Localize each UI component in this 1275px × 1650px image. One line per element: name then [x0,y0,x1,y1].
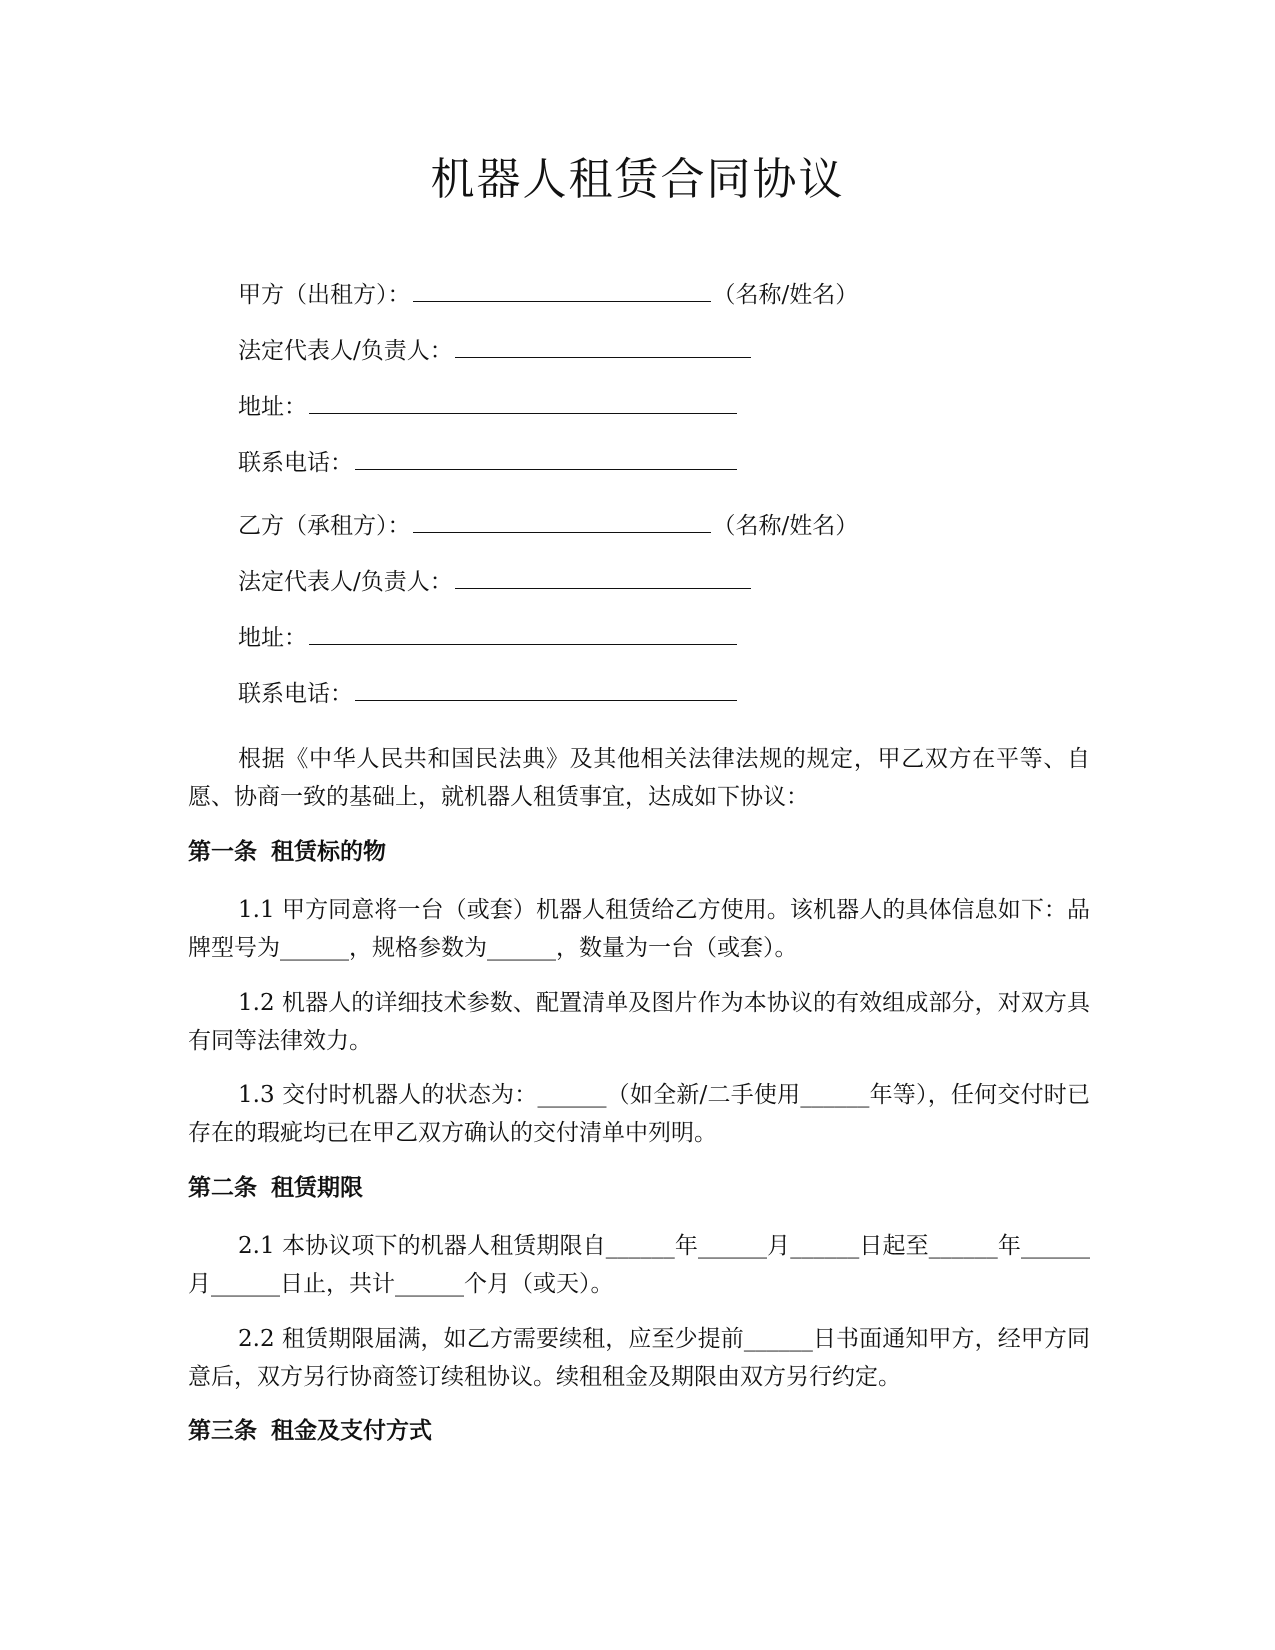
party-a-address-label: 地址： [238,394,307,420]
clause-2-2: 2.2 租赁期限届满，如乙方需要续租，应至少提前______日书面通知甲方，经甲方同意后，双方另行协商签订续租协议。续租租金及期限由双方另行约定。 [188,1326,1090,1390]
party-a-address-blank[interactable] [309,391,737,414]
article-1-title: 租赁标的物 [271,838,386,865]
clause-1-3: 1.3 交付时机器人的状态为：______（如全新/二手使用______年等），任何交付时已存在的瑕疵均已在甲乙双方确认的交付清单中列明。 [188,1082,1090,1146]
article-3-number: 第三条 [188,1417,257,1444]
party-a-name-blank[interactable] [413,279,711,302]
document-title: 机器人租赁合同协议 [430,154,845,205]
party-b-rep-blank[interactable] [455,566,751,589]
article-2-heading [188,1170,377,1206]
party-a-phone-line [238,445,739,481]
party-a-phone-blank[interactable] [355,447,737,470]
clause-2-1: 2.1 本协议项下的机器人租赁期限自______年______月______日起至______年______月______日止，共计______个月（或天）。 [188,1233,1090,1297]
article-2-number: 第二条 [188,1174,257,1201]
party-b-name-line [238,508,858,544]
party-b-phone-line [238,676,739,712]
article-3-heading [188,1413,446,1449]
article-1-heading [188,834,400,870]
party-b-rep-label: 法定代表人/负责人： [238,569,453,595]
party-a-name-label: 甲方（出租方）： [238,282,411,308]
party-b-name-blank[interactable] [413,510,711,533]
party-b-address-label: 地址： [238,625,307,651]
party-b-name-label: 乙方（承租方）： [238,513,411,539]
party-a-phone-label: 联系电话： [238,450,353,476]
party-b-address-line [238,620,739,656]
clause-1-1: 1.1 甲方同意将一台（或套）机器人租赁给乙方使用。该机器人的具体信息如下：品牌型号为______，规格参数为______，数量为一台（或套）。 [188,897,1090,961]
article-2-title: 租赁期限 [271,1174,363,1201]
party-b-phone-label: 联系电话： [238,681,353,707]
party-a-name-suffix: （名称/姓名） [712,282,859,308]
preamble-paragraph: 根据《中华人民共和国民法典》及其他相关法律法规的规定，甲乙双方在平等、自愿、协商一致的基础上，就机器人租赁事宜，达成如下协议： [188,746,1090,810]
party-b-phone-blank[interactable] [355,678,737,701]
article-3-title: 租金及支付方式 [271,1417,432,1444]
party-a-rep-line [238,333,753,369]
party-a-rep-blank[interactable] [455,335,751,358]
party-a-name-line [238,277,858,313]
party-a-rep-label: 法定代表人/负责人： [238,338,453,364]
party-b-address-blank[interactable] [309,622,737,645]
party-a-address-line [238,389,739,425]
article-1-number: 第一条 [188,838,257,865]
party-b-name-suffix: （名称/姓名） [712,513,859,539]
party-b-rep-line [238,564,753,600]
clause-1-2: 1.2 机器人的详细技术参数、配置清单及图片作为本协议的有效组成部分，对双方具有同等法律效力。 [188,990,1090,1054]
